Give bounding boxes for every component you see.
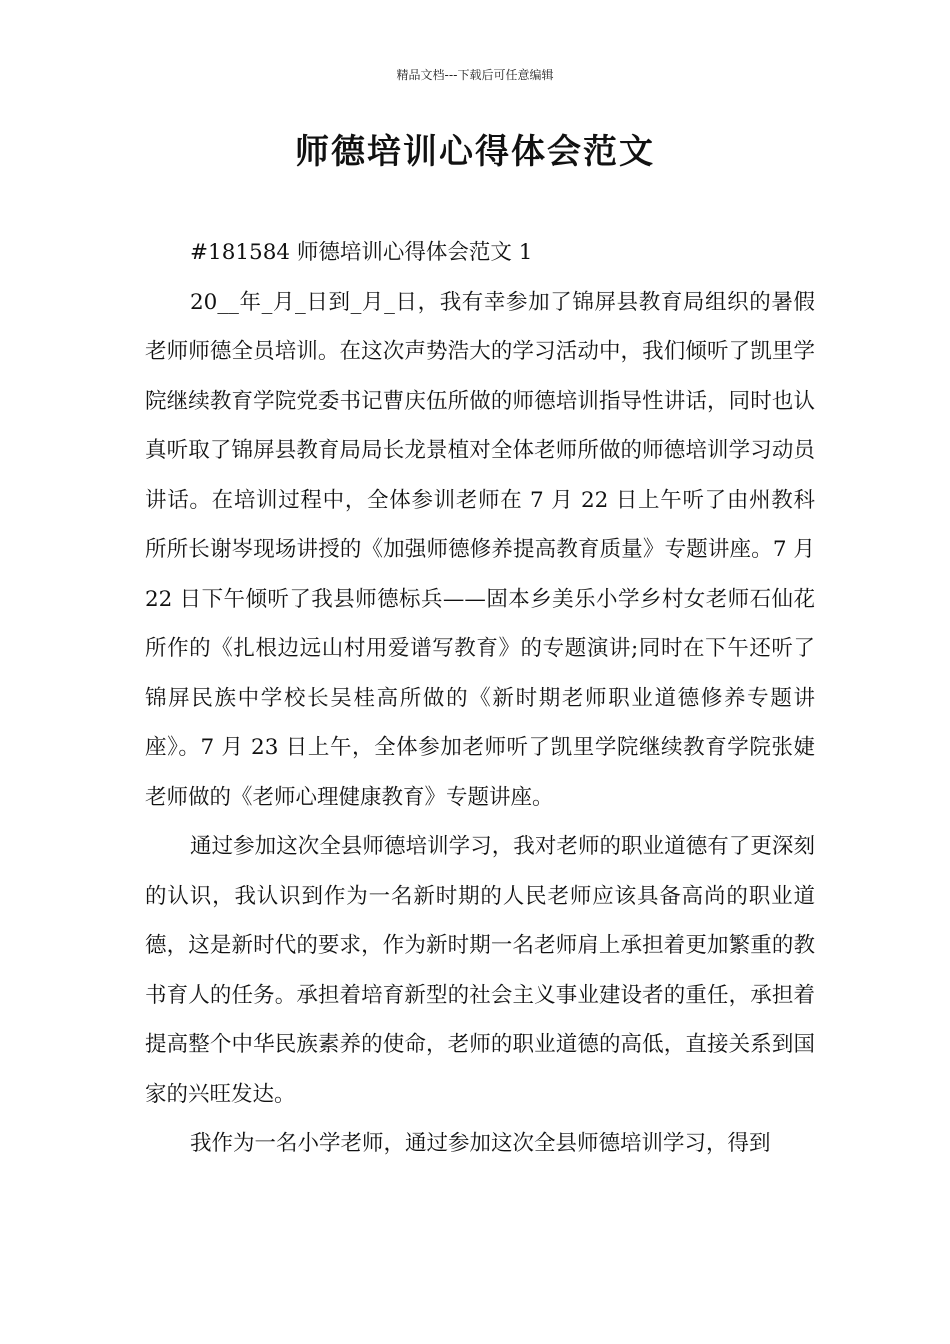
document-body [145,228,815,1169]
page-header: 精品文档---下载后可任意编辑 [396,68,554,82]
paragraph-2: 通过参加这次全县师德培训学习，我对老师的职业道德有了更深刻的认识，我认识到作为一名新时期的人民老师应该具备高尚的职业道德，这是新时代的要求，作为新时期一名老师肩上承担着更加繁重的教书育人的任务。承担着培育新型的社会主义事业建设者的重任，承担着提高整个中华民族素养的使命，老师的职业道德的高低，直接关系到国家的兴旺发达。 [145,834,815,1107]
document-title: 师德培训心得体会范文 [295,132,655,172]
section-subtitle: #181584 师德培训心得体会范文 1 [190,240,533,265]
paragraph-3: 我作为一名小学老师，通过参加这次全县师德培训学习，得到 [190,1131,771,1156]
paragraph-1: 20__年_月_日到_月_日，我有幸参加了锦屏县教育局组织的暑假老师师德全员培训。在这次声势浩大的学习活动中，我们倾听了凯里学院继续教育学院党委书记曹庆伍所做的师德培训指导性讲话，同时也认真听取了锦屏县教育局局长龙景植对全体老师所做的师德培训学习动员讲话。在培训过程中，全体参训老师在 7 月 22 日上午听了由州教科所所长谢岑现场讲授的《加强师德修养提高教育质量》专题讲座。7 月 22 日下午倾听了我县师德标兵——固本乡美乐小学乡村女老师石仙花所作的《扎根边远山村用爱谱写教育》的专题演讲;同时在下午还听了锦屏民族中学校长吴桂高所做的《新时期老师职业道德修养专题讲座》。7 月 23 日上午，全体参加老师听了凯里学院继续教育学院张婕老师做的《老师心理健康教育》专题讲座。 [145,289,815,810]
